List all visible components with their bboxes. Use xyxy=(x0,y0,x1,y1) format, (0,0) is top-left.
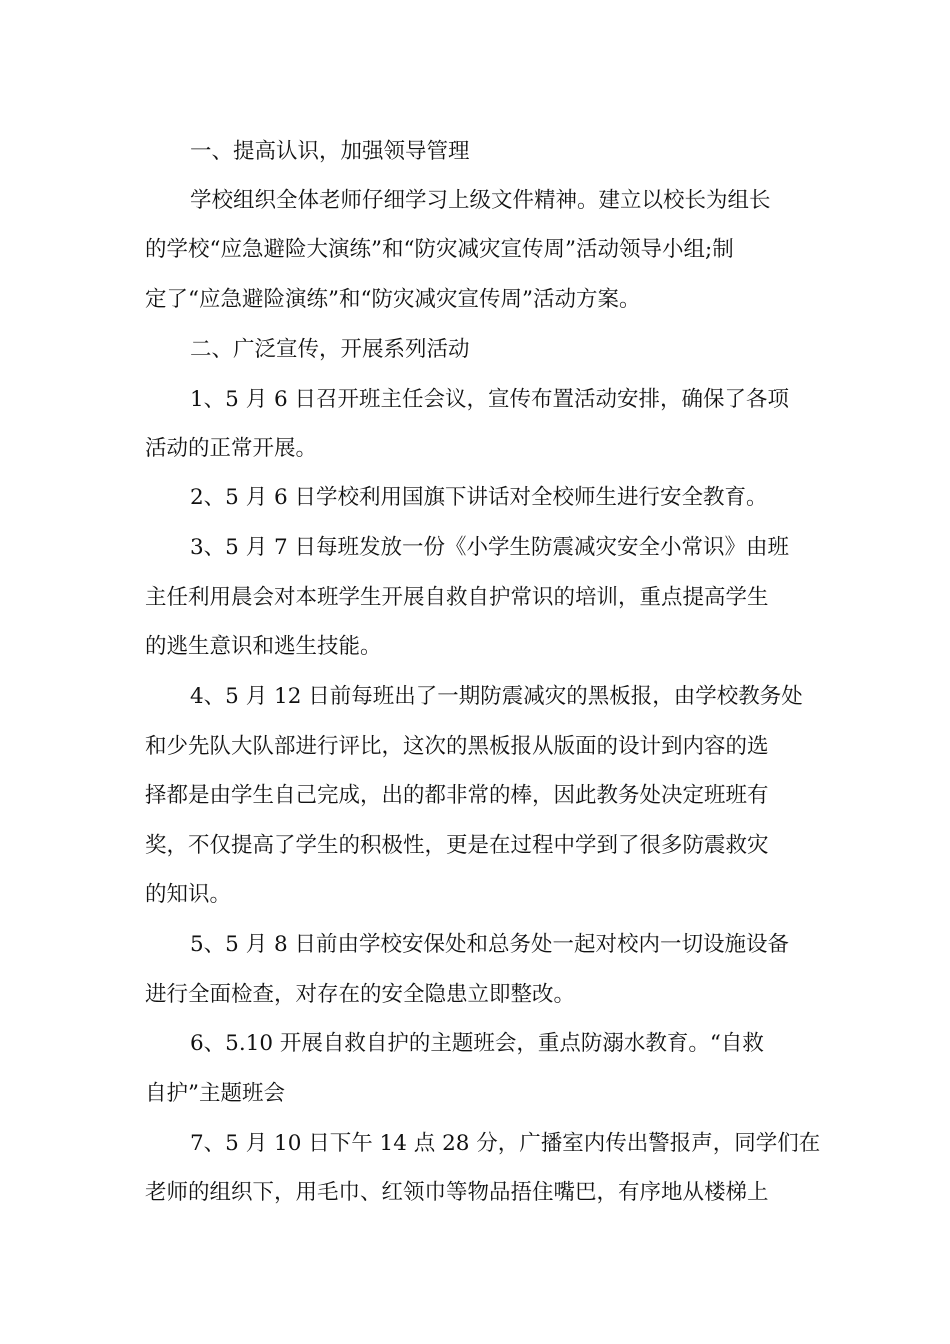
paragraph-line: 学校组织全体老师仔细学习上级文件精神。建立以校长为组长 xyxy=(190,188,771,213)
list-item-line: 和少先队大队部进行评比，这次的黑板报从版面的设计到内容的选 xyxy=(145,734,769,759)
list-item-line: 1、5 月 6 日召开班主任会议，宣传布置活动安排，确保了各项 xyxy=(190,387,790,412)
list-item-line: 6、5.10 开展自救自护的主题班会，重点防溺水教育。“自救 xyxy=(190,1031,764,1056)
section-heading-2: 二、广泛宣传，开展系列活动 xyxy=(190,337,470,362)
list-item-line: 的知识。 xyxy=(145,882,232,907)
list-item-line: 老师的组织下，用毛巾、红领巾等物品捂住嘴巴，有序地从楼梯上 xyxy=(145,1180,769,1205)
paragraph-line: 定了“应急避险演练”和“防灾减灾宣传周”活动方案。 xyxy=(145,287,641,312)
list-item-line: 5、5 月 8 日前由学校安保处和总务处一起对校内一切设施设备 xyxy=(190,932,790,957)
list-item-line: 4、5 月 12 日前每班出了一期防震减灾的黑板报，由学校教务处 xyxy=(190,684,803,709)
list-item-line: 2、5 月 6 日学校利用国旗下讲话对全校师生进行安全教育。 xyxy=(190,485,768,510)
list-item-line: 自护”主题班会 xyxy=(145,1081,285,1106)
list-item-line: 进行全面检查，对存在的安全隐患立即整改。 xyxy=(145,982,576,1007)
list-item-line: 活动的正常开展。 xyxy=(145,436,318,461)
list-item-line: 的逃生意识和逃生技能。 xyxy=(145,634,382,659)
section-heading-1: 一、提高认识，加强领导管理 xyxy=(190,139,470,164)
list-item-line: 择都是由学生自己完成，出的都非常的棒，因此教务处决定班班有 xyxy=(145,783,769,808)
list-item-line: 奖，不仅提高了学生的积极性，更是在过程中学到了很多防震救灾 xyxy=(145,833,769,858)
list-item-line: 3、5 月 7 日每班发放一份《小学生防震减灾安全小常识》由班 xyxy=(190,535,790,560)
paragraph-line: 的学校“应急避险大演练”和“防灾减灾宣传周”活动领导小组;制 xyxy=(145,237,734,262)
list-item-line: 主任利用晨会对本班学生开展自救自护常识的培训，重点提高学生 xyxy=(145,585,769,610)
list-item-line: 7、5 月 10 日下午 14 点 28 分，广播室内传出警报声，同学们在 xyxy=(190,1131,821,1156)
